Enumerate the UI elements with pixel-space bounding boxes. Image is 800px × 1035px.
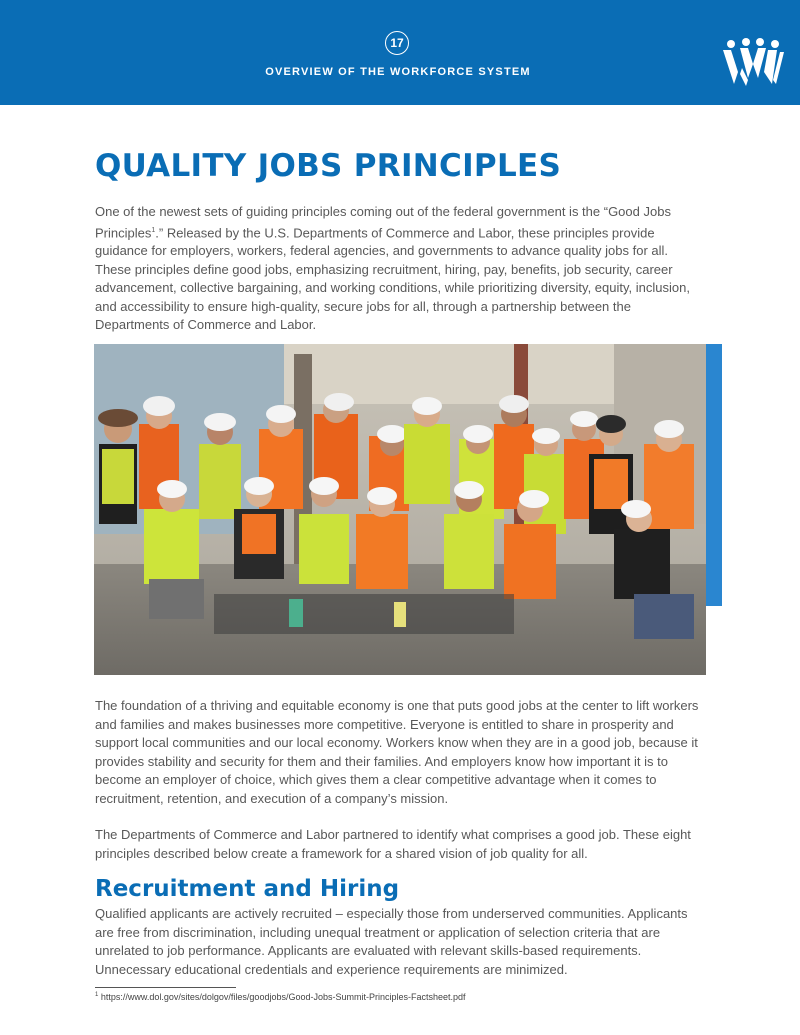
footnote-divider xyxy=(95,987,236,988)
accent-bar xyxy=(706,344,722,606)
workforce-people-logo-icon xyxy=(720,38,786,88)
page-header xyxy=(0,0,800,105)
footnote xyxy=(95,992,466,1002)
footnote-url[interactable]: https://www.dol.gov/sites/dolgov/files/goodjobs/Good-Jobs-Summit-Principles-Factsheet.pdf xyxy=(100,992,466,1002)
section-paragraph: Qualified applicants are actively recruited – especially those from underserved communities. Applicants are free from discrimination, including unequal treatment or application of selection criteria that are unrelated to job performance. Applicants are evaluated with relevant skills-based requirements. Unnecessary educational credentials and experience requirements are minimized. xyxy=(95,906,688,977)
body-paragraph-2: The foundation of a thriving and equitable economy is one that puts good jobs at the center to lift workers and families and makes businesses more competitive. Everyone is entitled to share in prosperity and support local communities and our local economy. Workers know when they are in a good job, because it provides stability and security for them and their families. And employers know how important it is to become an employer of choice, which gives them a clear competitive advantage when it comes to recruitment, retention, and execution of a company’s mission. xyxy=(95,698,699,806)
footnote-reference[interactable]: 1 xyxy=(151,226,156,234)
body-paragraph-3: The Departments of Commerce and Labor partnered to identify what comprises a good job. These eight principles described below create a framework for a shared vision of job quality for all. xyxy=(95,827,691,861)
intro-text-part-1: One of the newest sets of guiding principles coming out of the federal government is the “Good Jobs Principles xyxy=(95,204,671,240)
page-number: 17 xyxy=(385,31,409,55)
group-photo-construction-workers xyxy=(94,344,706,675)
section-heading: Recruitment and Hiring xyxy=(95,876,400,902)
footnote-marker: 1 xyxy=(95,992,99,998)
intro-text-part-2: .” Released by the U.S. Departments of Commerce and Labor, these principles provide guidance for employers, workers, federal agencies, and governments to advance quality jobs for all. These principles define good jobs, emphasizing recruitment, hiring, pay, benefits, job security, career advancement, collective bargaining, and working conditions, while prioritizing diversity, equity, inclusion, and accessibility to ensure high-quality, secure jobs for all, through a partnership between the Departments of Commerce and Labor. xyxy=(95,224,690,333)
intro-paragraph xyxy=(95,203,707,335)
page-title: QUALITY JOBS PRINCIPLES xyxy=(95,148,562,184)
header-title: OVERVIEW OF THE WORKFORCE SYSTEM xyxy=(265,66,531,78)
